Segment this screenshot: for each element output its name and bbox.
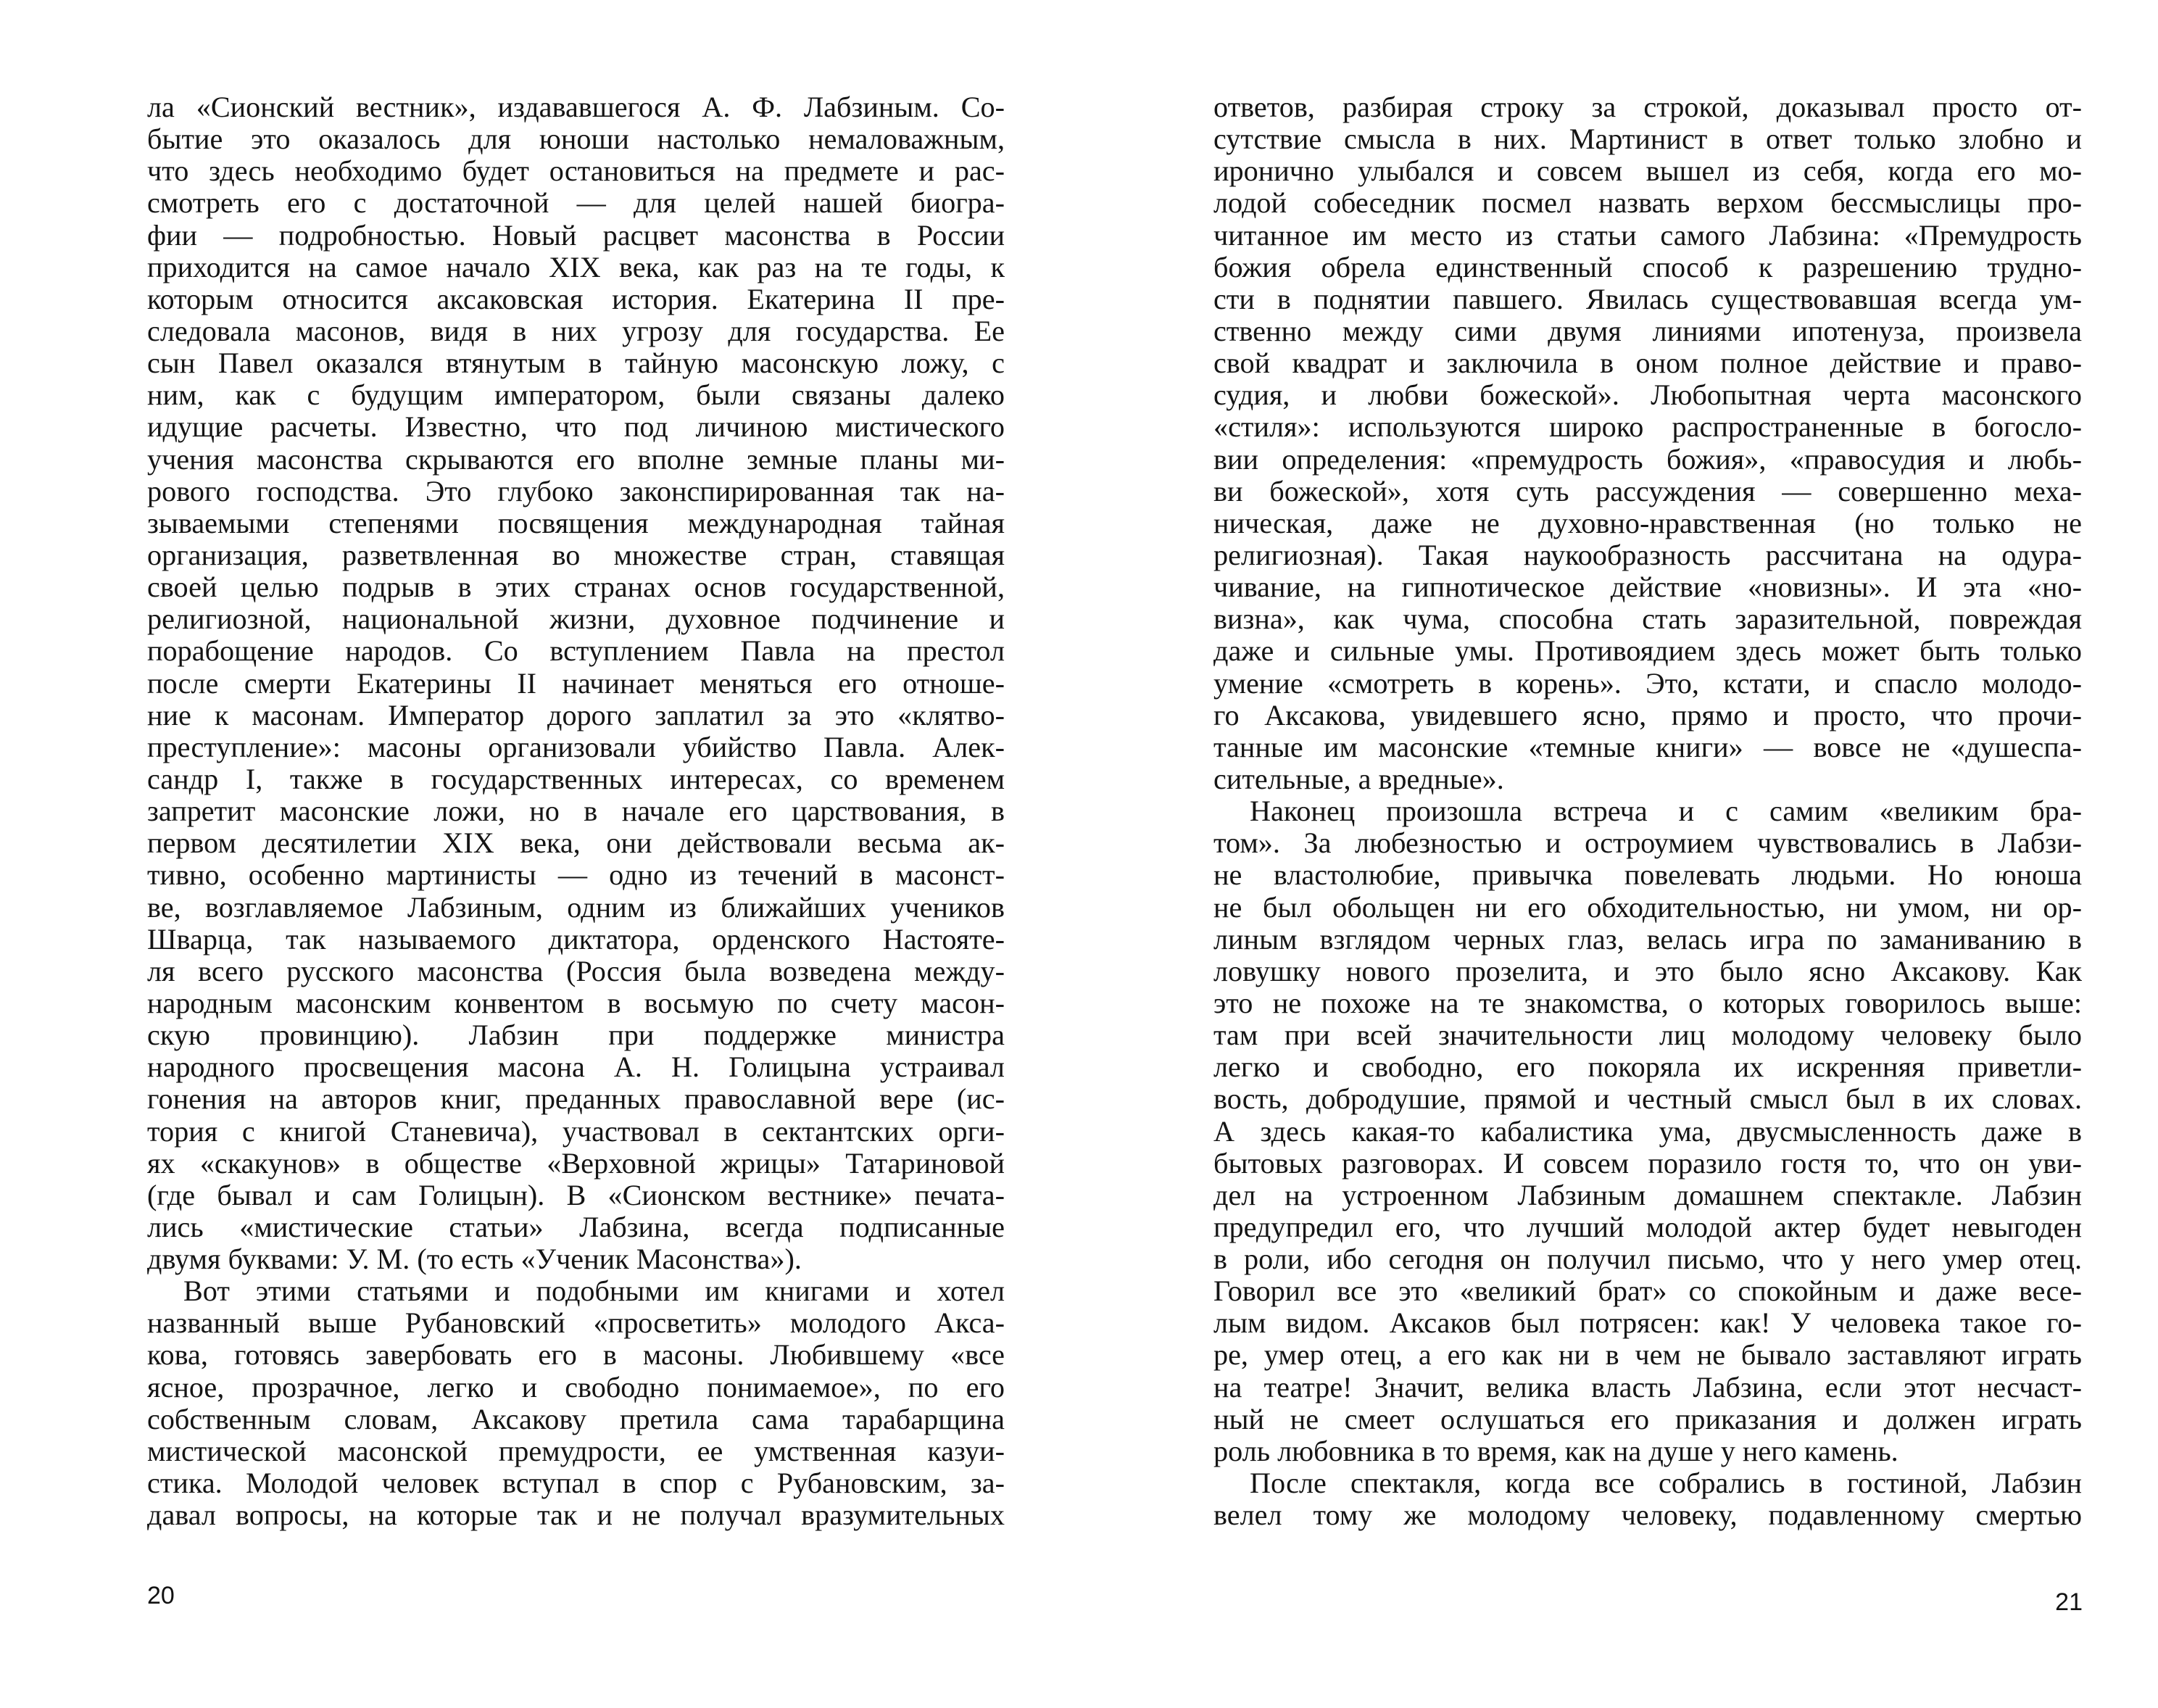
text-line: том». За любезностью и остроумием чувствовались в Лабзи- — [1213, 827, 2082, 860]
text-line: Наконец произошла встреча и с самим «великим бра- — [1250, 795, 2082, 828]
text-line: ственно между сими двумя линиями ипотенуза, произвела — [1213, 315, 2082, 347]
text-line: ловушку нового прозелита, и это было ясно Аксакову. Как — [1213, 955, 2082, 987]
text-line: там при всей значительности лиц молодому человеку было — [1213, 1019, 2082, 1052]
text-line: религиозной, национальной жизни, духовное подчинение и — [147, 603, 1005, 636]
text-line: сительные, а вредные». — [1213, 763, 1504, 795]
text-line: ла «Сионский вестник», издававшегося А. Ф. Лабзиным. Со- — [147, 91, 1005, 123]
text-line: приходится на самое начало XIX века, как раз на те годы, к — [147, 251, 1005, 283]
text-line: на театре! Значит, велика власть Лабзина, если этот несчаст- — [1213, 1371, 2082, 1404]
text-line: ре, умер отец, а его как ни в чем не бывало заставляют играть — [1213, 1339, 2082, 1372]
text-line: фии — подробностью. Новый расцвет масонства в России — [147, 219, 1005, 252]
text-line: что здесь необходимо будет остановиться на предмете и рас- — [147, 155, 1005, 188]
text-line: первом десятилетии XIX века, они действовали весьма ак- — [147, 827, 1005, 860]
text-line: гонения на авторов книг, преданных православной вере (ис- — [147, 1083, 1005, 1116]
text-line: в роли, ибо сегодня он получил письмо, что у него умер отец. — [1213, 1243, 2082, 1276]
text-line: Вот этими статьями и подобными им книгами и хотел — [183, 1275, 1005, 1308]
text-line: дел на устроенном Лабзиным домашнем спектакле. Лабзин — [1213, 1179, 2082, 1211]
text-line: судия, и любви божеской». Любопытная черта масонского — [1213, 379, 2082, 412]
text-line: названный выше Рубановский «просветить» молодого Акса- — [147, 1307, 1005, 1340]
text-line: ние к масонам. Император дорого заплатил за это «клятво- — [147, 699, 1005, 731]
text-line: лись «мистические статьи» Лабзина, всегда подписанные — [147, 1211, 1005, 1243]
text-line: ве, возглавляемое Лабзиным, одним из ближайших учеников — [147, 891, 1005, 924]
text-line: после смерти Екатерины II начинает меняться его отноше- — [147, 667, 1005, 700]
text-line: танные им масонские «темные книги» — вовсе не «душеспа- — [1213, 731, 2082, 763]
text-line: (где бывал и сам Голицын). В «Сионском вестнике» печата- — [147, 1179, 1005, 1211]
text-line: скую провинцию). Лабзин при поддержке министра — [147, 1019, 1005, 1052]
text-line: зываемыми степенями посвящения международная тайная — [147, 507, 1005, 539]
text-line: иронично улыбался и совсем вышел из себя, когда его мо- — [1213, 155, 2082, 188]
text-line: мистической масонской премудрости, ее умственная казуи- — [147, 1435, 1005, 1467]
text-line: бытовых разговорах. И совсем поразило гостя то, что он уви- — [1213, 1147, 2082, 1180]
text-line: лодой собеседник посмел назвать верхом бессмыслицы про- — [1213, 187, 2082, 220]
text-line: собственным словам, Аксакову претила сама тарабарщина — [147, 1403, 1005, 1435]
text-line: двумя буквами: У. М. (то есть «Ученик Масонства»). — [147, 1243, 802, 1276]
left-page-number: 20 — [147, 1582, 175, 1609]
text-line: преступление»: масоны организовали убийство Павла. Алек- — [147, 731, 1005, 763]
text-line: ля всего русского масонства (Россия была возведена между- — [147, 955, 1005, 987]
text-line: своей целью подрыв в этих странах основ государственной, — [147, 571, 1005, 604]
text-line: ный не смеет ослушаться его приказания и должен играть — [1213, 1403, 2082, 1435]
text-line: ническая, даже не духовно-нравственная (но только не — [1213, 507, 2082, 539]
text-line: смотреть его с достаточной — для целей нашей биогра- — [147, 187, 1005, 220]
text-line: которым относится аксаковская история. Екатерина II пре- — [147, 283, 1005, 315]
text-line: религиозная). Такая наукообразность рассчитана на одура- — [1213, 539, 2082, 571]
text-line: учения масонства скрываются его вполне земные планы ми- — [147, 443, 1005, 476]
text-line: народным масонским конвентом в восьмую по счету масон- — [147, 987, 1005, 1019]
right-page-number: 21 — [2055, 1588, 2083, 1616]
text-line: Говорил все это «великий брат» со спокойным и даже весе- — [1213, 1275, 2082, 1308]
text-line: ним, как с будущим императором, были связаны далеко — [147, 379, 1005, 412]
right-page — [1079, 0, 2158, 1708]
text-line: предупредил его, что лучший молодой актер будет невыгоден — [1213, 1211, 2082, 1243]
text-line: сти в поднятии павшего. Явилась существовавшая всегда ум- — [1213, 283, 2082, 315]
text-line: велел тому же молодому человеку, подавленному смертью — [1213, 1499, 2082, 1532]
text-line: легко и свободно, его покоряла их искренняя приветли- — [1213, 1051, 2082, 1084]
right-page-text — [1213, 91, 2082, 1531]
text-line: не был обольщен ни его обходительностью, ни умом, ни ор- — [1213, 891, 2082, 924]
text-line: лым видом. Аксаков был потрясен: как! У человека такое го- — [1213, 1307, 2082, 1340]
text-line: стика. Молодой человек вступал в спор с Рубановским, за- — [147, 1467, 1005, 1500]
text-line: организация, разветвленная во множестве стран, ставящая — [147, 539, 1005, 571]
text-line: запретит масонские ложи, но в начале его царствования, в — [147, 795, 1005, 828]
text-line: идущие расчеты. Известно, что под личиною мистического — [147, 411, 1005, 444]
text-line: свой квадрат и заключила в оном полное действие и право- — [1213, 347, 2082, 380]
text-line: тория с книгой Станевича), участвовал в сектантских орги- — [147, 1115, 1005, 1148]
text-line: роль любовника в то время, как на душе у него камень. — [1213, 1435, 1898, 1467]
text-line: рового господства. Это глубоко законспирированная так на- — [147, 475, 1005, 507]
text-line: умение «смотреть в корень». Это, кстати, и спасло молодо- — [1213, 667, 2082, 700]
text-line: Шварца, так называемого диктатора, орденского Настояте- — [147, 923, 1005, 955]
text-line: это не похоже на те знакомства, о которых говорилось выше: — [1213, 987, 2082, 1019]
text-line: После спектакля, когда все собрались в гостиной, Лабзин — [1250, 1467, 2082, 1500]
text-line: сандр I, также в государственных интересах, со временем — [147, 763, 1005, 795]
text-line: давал вопросы, на которые так и не получал вразумительных — [147, 1499, 1005, 1532]
text-line: ответов, разбирая строку за строкой, доказывал просто от- — [1213, 91, 2082, 123]
text-line: сутствие смысла в них. Мартинист в ответ только злобно и — [1213, 123, 2082, 156]
text-line: го Аксакова, увидевшего ясно, прямо и просто, что прочи- — [1213, 699, 2082, 731]
text-line: А здесь какая-то кабалистика ума, двусмысленность даже в — [1213, 1115, 2082, 1148]
text-line: следовала масонов, видя в них угрозу для государства. Ее — [147, 315, 1005, 347]
text-line: даже и сильные умы. Противоядием здесь может быть только — [1213, 635, 2082, 668]
text-line: бытие это оказалось для юноши настолько немаловажным, — [147, 123, 1005, 156]
text-line: порабощение народов. Со вступлением Павла на престол — [147, 635, 1005, 668]
text-line: тивно, особенно мартинисты — одно из течений в масонст- — [147, 859, 1005, 892]
text-line: ясное, прозрачное, легко и свободно понимаемое», по его — [147, 1371, 1005, 1404]
text-line: народного просвещения масона А. Н. Голицына устраивал — [147, 1051, 1005, 1084]
text-line: божия обрела единственный способ к разрешению трудно- — [1213, 251, 2082, 283]
text-line: ви божеской», хотя суть рассуждения — совершенно меха- — [1213, 475, 2082, 507]
text-line: чивание, на гипнотическое действие «новизны». И эта «но- — [1213, 571, 2082, 604]
text-line: визна», как чума, способна стать заразительной, повреждая — [1213, 603, 2082, 636]
left-page-text — [147, 91, 1005, 1531]
text-line: линым взглядом черных глаз, велась игра по заманиванию в — [1213, 923, 2082, 955]
text-line: вии определения: «премудрость божия», «правосудия и любь- — [1213, 443, 2082, 476]
text-line: кова, готовясь завербовать его в масоны. Любившему «все — [147, 1339, 1005, 1372]
text-line: сын Павел оказался втянутым в тайную масонскую ложу, с — [147, 347, 1005, 380]
text-line: вость, добродушие, прямой и честный смысл был в их словах. — [1213, 1083, 2082, 1116]
text-line: ях «скакунов» в обществе «Верховной жрицы» Татариновой — [147, 1147, 1005, 1180]
text-line: не властолюбие, привычка повелевать людьми. Но юноша — [1213, 859, 2082, 892]
text-line: читанное им место из статьи самого Лабзина: «Премудрость — [1213, 219, 2082, 252]
text-line: «стиля»: используются широко распространенные в богосло- — [1213, 411, 2082, 444]
